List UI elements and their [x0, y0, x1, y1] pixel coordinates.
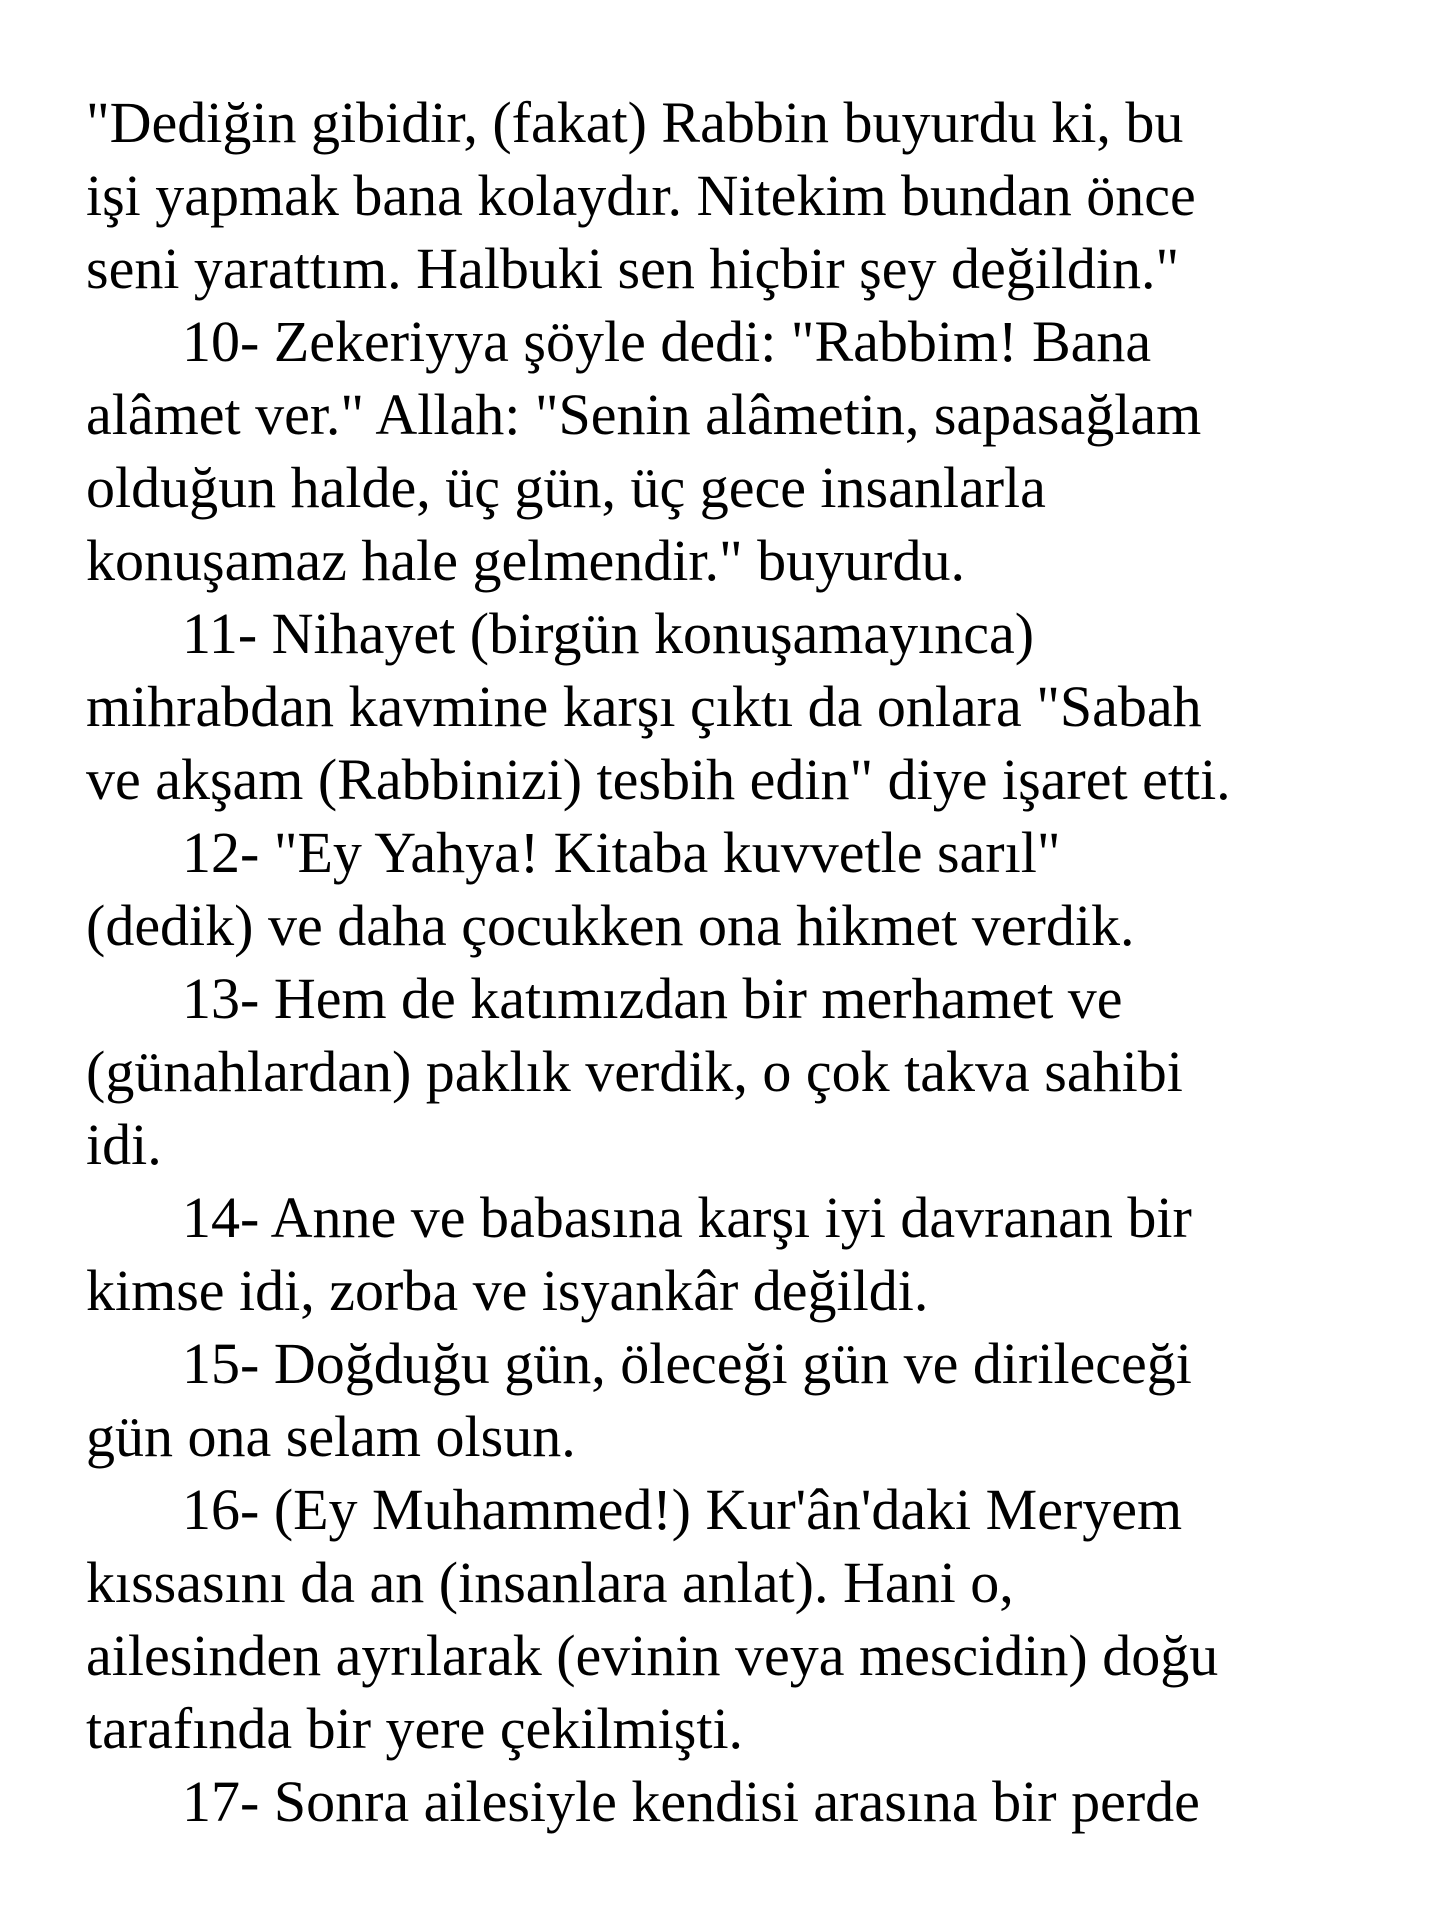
- text-line: tarafında bir yere çekilmişti.: [86, 1696, 744, 1761]
- verse-start-line: 11- Nihayet (birgün konuşamayınca): [182, 601, 1035, 666]
- verse-start-line: 16- (Ey Muhammed!) Kur'ân'daki Meryem: [182, 1477, 1183, 1542]
- text-line: (günahlardan) paklık verdik, o çok takva sahibi: [86, 1039, 1183, 1104]
- text-line: alâmet ver." Allah: "Senin alâmetin, sapasağlam: [86, 382, 1202, 447]
- text-line: olduğun halde, üç gün, üç gece insanlarla: [86, 455, 1046, 520]
- verse-start-line: 14- Anne ve babasına karşı iyi davranan bir: [182, 1185, 1192, 1250]
- text-line: konuşamaz hale gelmendir." buyurdu.: [86, 528, 965, 593]
- text-line: gün ona selam olsun.: [86, 1404, 576, 1469]
- text-line: mihrabdan kavmine karşı çıktı da onlara "Sabah: [86, 674, 1202, 739]
- text-line: ve akşam (Rabbinizi) tesbih edin" diye işaret etti.: [86, 747, 1231, 812]
- verse-start-line: 13- Hem de katımızdan bir merhamet ve: [182, 966, 1123, 1031]
- verse-start-line: 12- "Ey Yahya! Kitaba kuvvetle sarıl": [182, 820, 1061, 885]
- text-line: kimse idi, zorba ve isyankâr değildi.: [86, 1258, 929, 1323]
- text-line: ailesinden ayrılarak (evinin veya mescidin) doğu: [86, 1623, 1219, 1688]
- document-page: [86, 86, 1406, 1838]
- text-line: "Dediğin gibidir, (fakat) Rabbin buyurdu ki, bu: [86, 90, 1184, 155]
- text-line: seni yarattım. Halbuki sen hiçbir şey değildin.": [86, 236, 1180, 301]
- text-line: (dedik) ve daha çocukken ona hikmet verdik.: [86, 893, 1135, 958]
- text-line: işi yapmak bana kolaydır. Nitekim bundan önce: [86, 163, 1196, 228]
- text-line: idi.: [86, 1112, 162, 1177]
- verse-start-line: 17- Sonra ailesiyle kendisi arasına bir perde: [182, 1769, 1200, 1834]
- verse-start-line: 15- Doğduğu gün, öleceği gün ve dirileceği: [182, 1331, 1192, 1396]
- verse-start-line: 10- Zekeriyya şöyle dedi: "Rabbim! Bana: [182, 309, 1152, 374]
- text-line: kıssasını da an (insanlara anlat). Hani o,: [86, 1550, 1014, 1615]
